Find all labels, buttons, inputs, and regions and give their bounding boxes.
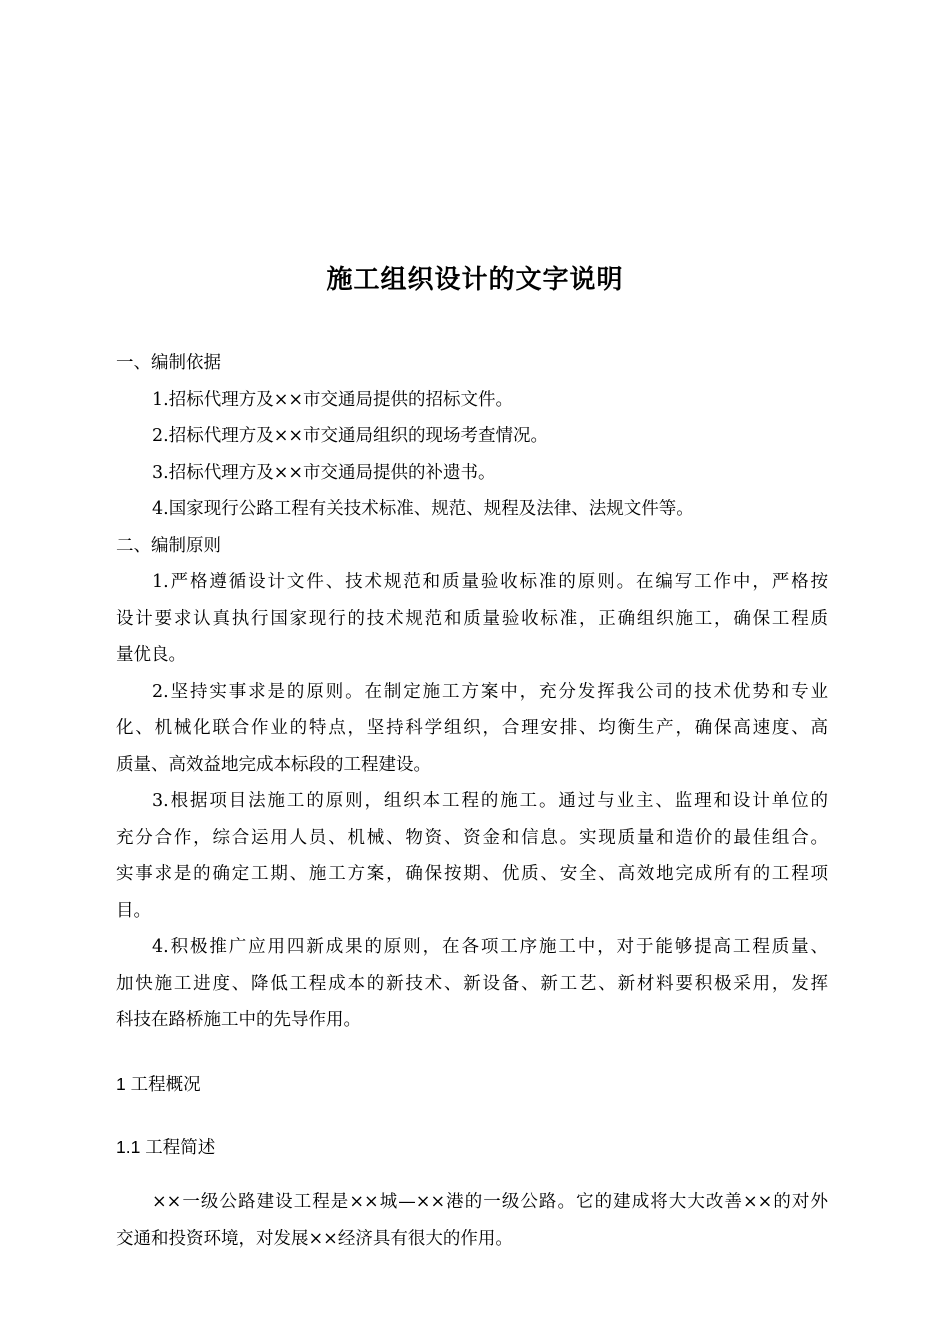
paragraph-line: 量优良。 <box>116 645 186 665</box>
principle-paragraph-2 <box>116 674 828 784</box>
principle-paragraph-4 <box>116 929 828 1039</box>
paragraph-line: 目。 <box>116 900 151 921</box>
section-heading-principles: 二、编制原则 <box>116 535 221 556</box>
paragraph-line: 1.严格遵循设计文件、技术规范和质量验收标准的原则。在编写工作中，严格按 <box>152 572 828 592</box>
overview-heading: 1 工程概况 <box>116 1074 201 1094</box>
paragraph-line: 加快施工进度、降低工程成本的新技术、新设备、新工艺、新材料要积极采用，发挥 <box>116 973 828 994</box>
overview-subheading: 1.1 工程简述 <box>116 1137 216 1157</box>
paragraph-line: 设计要求认真执行国家现行的技术规范和质量验收标准，正确组织施工，确保工程质 <box>116 608 828 629</box>
paragraph-line: 科技在路桥施工中的先导作用。 <box>116 1010 361 1030</box>
paragraph-line: 实事求是的确定工期、施工方案，确保按期、优质、安全、高效地完成所有的工程项 <box>116 864 828 884</box>
paragraph-line: 2.坚持实事求是的原则。在制定施工方案中，充分发挥我公司的技术优势和专业 <box>152 681 828 702</box>
basis-item-3: 3.招标代理方及××市交通局提供的补遗书。 <box>152 462 496 483</box>
principle-paragraph-1 <box>116 564 828 674</box>
principle-paragraph-3 <box>116 783 828 929</box>
paragraph-line: ××一级公路建设工程是××城—××港的一级公路。它的建成将大大改善××的对外 <box>152 1192 828 1212</box>
basis-item-4: 4.国家现行公路工程有关技术标准、规范、规程及法律、法规文件等。 <box>152 499 694 519</box>
paragraph-line: 化、机械化联合作业的特点，坚持科学组织，合理安排、均衡生产，确保高速度、高 <box>116 718 828 738</box>
paragraph-line: 3.根据项目法施工的原则，组织本工程的施工。通过与业主、监理和设计单位的 <box>152 791 828 811</box>
document-title: 施工组织设计的文字说明 <box>326 265 624 295</box>
section-heading-basis: 一、编制依据 <box>116 353 221 373</box>
overview-paragraph <box>116 1184 828 1257</box>
basis-item-2: 2.招标代理方及××市交通局组织的现场考查情况。 <box>152 426 549 446</box>
basis-item-1: 1.招标代理方及××市交通局提供的招标文件。 <box>152 389 514 410</box>
paragraph-line: 充分合作，综合运用人员、机械、物资、资金和信息。实现质量和造价的最佳组合。 <box>116 827 828 848</box>
paragraph-line: 4.积极推广应用四新成果的原则，在各项工序施工中，对于能够提高工程质量、 <box>152 937 828 957</box>
document-body <box>116 345 828 1039</box>
paragraph-line: 交通和投资环境，对发展××经济具有很大的作用。 <box>116 1228 513 1249</box>
paragraph-line: 质量、高效益地完成本标段的工程建设。 <box>116 754 431 775</box>
